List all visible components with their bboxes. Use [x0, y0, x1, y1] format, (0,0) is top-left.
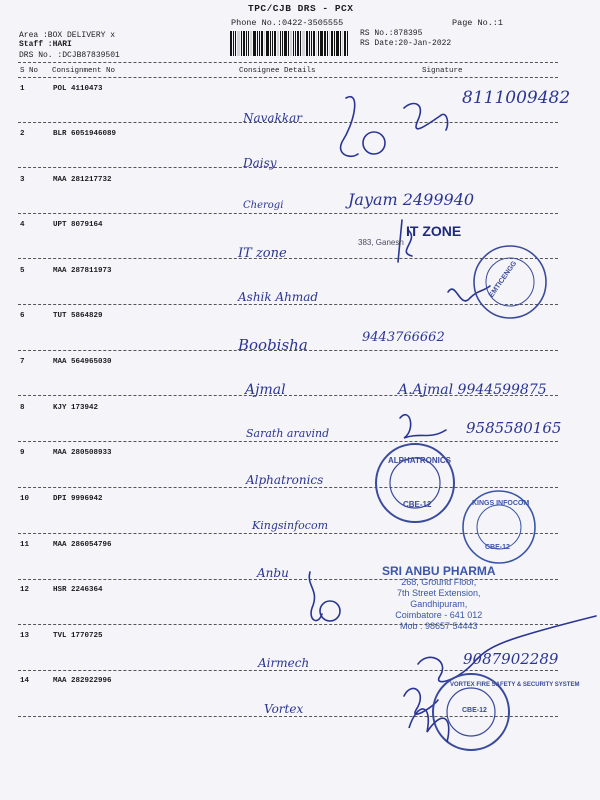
row-sno: 2: [20, 130, 25, 138]
barcode-bar: [316, 31, 317, 56]
row-consignment: MAA 286054796: [53, 541, 112, 549]
row-sno: 3: [20, 176, 25, 184]
row-sign-note: 8111009482: [462, 88, 571, 108]
sri-stamp-line: 7th Street Extension,: [397, 588, 481, 598]
row-consignee: Alphatronics: [246, 473, 324, 487]
emtic-stamp-text: EMTICENGG: [488, 260, 519, 299]
row-sno: 6: [20, 312, 25, 320]
barcode-bar: [309, 31, 310, 56]
sri-stamp-line: Mob : 98657 54443: [399, 621, 478, 631]
row-sign-note: 9443766662: [362, 330, 445, 345]
signature-stroke: [363, 132, 385, 154]
row-consignment: DPI 9996942: [53, 495, 103, 503]
row-consignment: MAA 287811973: [53, 267, 112, 275]
row-consignment: MAA 282922996: [53, 677, 112, 685]
row-consignee: Navakkar: [243, 111, 303, 125]
barcode-bar: [311, 31, 312, 56]
barcode-bar: [235, 31, 236, 56]
barcode-bar: [277, 31, 279, 56]
barcode-bar: [340, 31, 341, 56]
column-header-sno: S No: [20, 67, 39, 75]
barcode-bar: [327, 31, 328, 56]
sri-stamp-line: Coimbatore - 641 012: [395, 610, 483, 620]
barcode-bar: [331, 31, 333, 56]
alphatronics-stamp-city: CBE-12: [403, 500, 432, 509]
row-sno: 11: [20, 541, 30, 549]
row-sno: 7: [20, 358, 25, 366]
barcode-bar: [284, 31, 287, 56]
barcode-bar: [306, 31, 308, 56]
row-consignment: POL 4110473: [53, 85, 103, 93]
row-consignment: TVL 1770725: [53, 632, 103, 640]
row-consignment: BLR 6051946089: [53, 130, 117, 138]
phone-number: Phone No.:0422-3505555: [231, 18, 344, 28]
row-consignment: KJY 173942: [53, 404, 99, 412]
row-consignee: IT zone: [238, 246, 287, 261]
row-consignee: Ajmal: [245, 382, 286, 398]
sheet-title: TPC/CJB DRS - PCX: [248, 3, 354, 14]
vortex-stamp-city: CBE-12: [462, 707, 487, 714]
barcode-bar: [257, 31, 258, 56]
barcode-bar: [280, 31, 281, 56]
row-consignee: Cherogi: [243, 200, 284, 211]
barcode-bar: [282, 31, 283, 56]
vortex-stamp-text: VORTEX FIRE SAFETY & SECURITY SYSTEM: [450, 682, 580, 688]
row-consignee: Kingsinfocom: [252, 519, 329, 532]
rs-number: RS No.:878395: [360, 29, 423, 38]
barcode-bar: [334, 31, 335, 56]
row-sno: 4: [20, 221, 25, 229]
barcode-bar: [320, 31, 323, 56]
barcode-bar: [297, 31, 299, 56]
signature-stroke: [341, 97, 358, 157]
row-sign-note: 9585580165: [466, 419, 562, 437]
barcode-bar: [293, 31, 294, 56]
row-consignment: MAA 280508933: [53, 449, 112, 457]
kings-stamp-text: KINGS INFOCOM: [472, 500, 530, 507]
row-sign-note: 9087902289: [463, 650, 559, 668]
row-consignee: Vortex: [264, 702, 304, 716]
row-consignment: TUT 5864829: [53, 312, 103, 320]
row-sign-note: Jayam 2499940: [348, 190, 475, 209]
alphatronics-stamp-text: ALPHATRONICS: [388, 456, 451, 465]
row-consignee: Daisy: [243, 156, 277, 170]
divider: [18, 62, 558, 63]
barcode-bar: [295, 31, 296, 56]
row-consignee: Ashik Ahmad: [238, 290, 319, 304]
alphatronics-stamp: [373, 441, 457, 525]
row-sno: 10: [20, 495, 30, 503]
barcode-bar: [233, 31, 234, 56]
barcode-bar: [248, 31, 249, 56]
signature-stroke: [400, 415, 446, 438]
row-sno: 9: [20, 449, 25, 457]
drs-number: DRS No. :DCJB87839501: [19, 51, 120, 60]
barcode-bar: [329, 31, 330, 56]
row-sno: 13: [20, 632, 30, 640]
row-sno: 14: [20, 677, 30, 685]
barcode-bar: [272, 31, 273, 56]
barcode-bar: [253, 31, 256, 56]
barcode-bar: [313, 31, 315, 56]
barcode: [230, 31, 354, 56]
row-sno: 8: [20, 404, 25, 412]
column-header-consignment: Consignment No: [52, 67, 116, 75]
staff-field: Staff :HARI: [19, 40, 72, 49]
divider: [18, 77, 558, 78]
row-sno: 5: [20, 267, 25, 275]
barcode-bar: [288, 31, 289, 56]
barcode-bar: [246, 31, 247, 56]
barcode-bar: [241, 31, 242, 56]
barcode-bar: [347, 31, 348, 56]
barcode-bar: [250, 31, 252, 56]
row-consignment: MAA 281217732: [53, 176, 112, 184]
barcode-bar: [264, 31, 265, 56]
row-sno: 12: [20, 586, 30, 594]
itzone-stamp-title: IT ZONE: [406, 223, 462, 239]
row-sno: 1: [20, 85, 25, 93]
barcode-bar: [342, 31, 343, 56]
row-consignee: Anbu: [257, 566, 289, 580]
emtic-stamp: [470, 242, 550, 322]
barcode-bar: [318, 31, 319, 56]
row-sign-note: A.Ajmal 9944599875: [398, 382, 547, 398]
row-consignee: Airmech: [258, 656, 310, 670]
row-consignee: Boobisha: [238, 336, 308, 354]
column-header-signature: Signature: [422, 67, 463, 75]
itzone-stamp-line: 383, Ganesh: [358, 238, 404, 247]
area-field: Area :BOX DELIVERY x: [19, 31, 116, 40]
sri-stamp-line: 268, Ground Floor,: [401, 577, 477, 587]
barcode-bar: [336, 31, 339, 56]
barcode-bar: [261, 31, 263, 56]
barcode-bar: [259, 31, 260, 56]
page-number: Page No.:1: [452, 18, 504, 28]
kings-stamp-city: CBE-12: [485, 544, 510, 551]
sri-stamp-name: SRI ANBU PHARMA: [382, 564, 496, 578]
rs-date: RS Date:20-Jan-2022: [360, 39, 452, 48]
sri-stamp-line: Gandhipuram,: [410, 599, 468, 609]
signature-stroke: [320, 601, 340, 621]
barcode-bar: [344, 31, 346, 56]
sri-anbu-pharma-stamp: [382, 566, 496, 632]
barcode-bar: [290, 31, 292, 56]
column-header-consignee: Consignee Details: [239, 67, 316, 75]
barcode-bar: [237, 31, 240, 56]
barcode-bar: [302, 31, 305, 56]
barcode-bar: [266, 31, 269, 56]
barcode-bar: [300, 31, 301, 56]
barcode-bar: [243, 31, 245, 56]
barcode-bar: [230, 31, 232, 56]
barcode-bar: [274, 31, 276, 56]
signature-stroke: [404, 104, 448, 130]
row-consignment: HSR 2246364: [53, 586, 103, 594]
barcode-bar: [324, 31, 326, 56]
row-consignment: UPT 8079164: [53, 221, 103, 229]
row-consignment: MAA 564965030: [53, 358, 112, 366]
barcode-bar: [270, 31, 271, 56]
row-consignee: Sarath aravind: [246, 427, 330, 440]
